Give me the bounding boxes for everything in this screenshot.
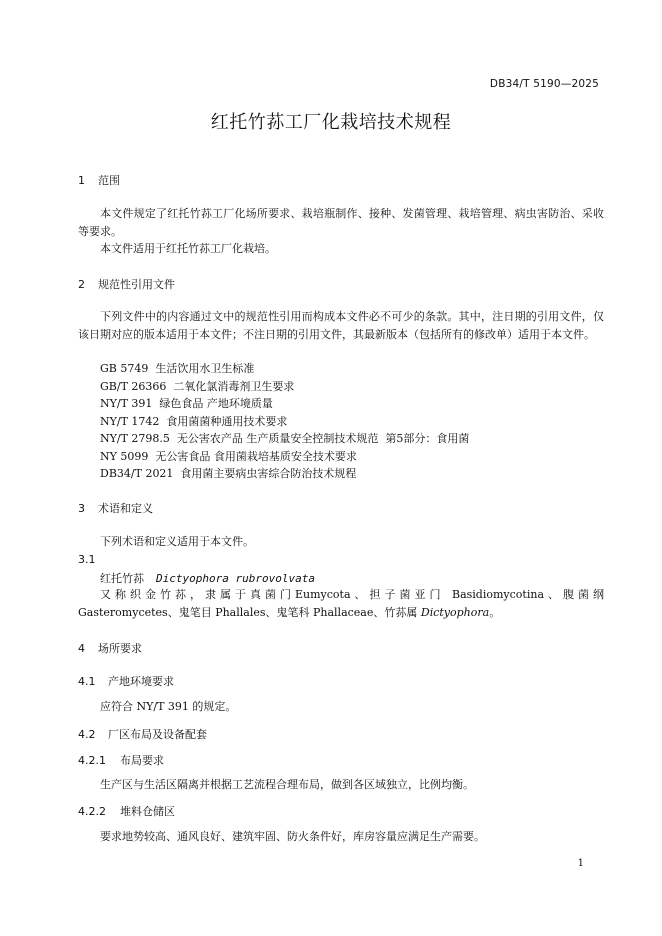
- section-4-2-heading: [78, 726, 207, 742]
- term-number: 3.1: [78, 553, 96, 566]
- section-title: 布局要求: [120, 754, 164, 767]
- reference-item: NY/T 1742 食用菌菌种通用技术要求: [100, 415, 288, 428]
- section-number: 4.2: [78, 728, 96, 741]
- section-2-heading: [78, 276, 175, 292]
- section-number: 4.1: [78, 675, 96, 688]
- section-3-paragraph-1: 下列术语和定义适用于本文件。: [100, 535, 254, 548]
- reference-item: GB 5749 生活饮用水卫生标准: [100, 362, 255, 375]
- section-4-2-1-paragraph: 生产区与生活区隔离并根据工艺流程合理布局，做到各区域独立，比例均衡。: [100, 778, 474, 791]
- section-title: 厂区布局及设备配套: [108, 728, 207, 741]
- section-4-1-heading: [78, 673, 174, 689]
- section-4-heading: [78, 640, 142, 656]
- term-entry: [100, 570, 315, 586]
- section-title: 场所要求: [98, 642, 142, 655]
- reference-item: NY 5099 无公害食品 食用菌栽培基质安全技术要求: [100, 450, 357, 463]
- definition-end: 。: [489, 605, 501, 619]
- section-number: 2: [78, 278, 85, 291]
- section-title: 产地环境要求: [108, 675, 174, 688]
- section-number: 1: [78, 174, 85, 187]
- section-1-heading: [78, 172, 120, 188]
- page-number: 1: [577, 858, 584, 869]
- section-title: 术语和定义: [98, 502, 153, 515]
- section-4-2-2-paragraph: 要求地势较高、通风良好、建筑牢固、防火条件好，库房容量应满足生产需要。: [100, 830, 485, 843]
- section-2-paragraph-1: 下列文件中的内容通过文中的规范性引用而构成本文件必不可少的条款。其中，注日期的引用文件，仅该日期对应的版本适用于本文件；不注日期的引用文件，其最新版本（包括所有的修改单）适用于本文件。: [78, 310, 604, 341]
- section-title: 规范性引用文件: [98, 278, 175, 291]
- definition-text: 又称织金竹荪，隶属于真菌门Eumycota、担子菌亚门 Basidiomycotina、腹菌纲 Gasteromycetes、鬼笔目 Phallales、鬼笔科 Phallaceae、竹荪属: [78, 588, 604, 619]
- section-3-heading: [78, 500, 153, 516]
- section-1-paragraph-1: 本文件规定了红托竹荪工厂化场所要求、栽培瓶制作、接种、发菌管理、栽培管理、病虫害防治、采收等要求。: [78, 207, 604, 238]
- reference-item: GB/T 26366 二氧化氯消毒剂卫生要求: [100, 380, 295, 393]
- section-number: 3: [78, 502, 85, 515]
- section-number: 4.2.2: [78, 805, 106, 818]
- term-chinese: 红托竹荪: [100, 572, 144, 585]
- genus-name: Dictyophora: [420, 605, 490, 619]
- section-4-2-1-heading: [78, 752, 164, 768]
- section-1-paragraph-2: 本文件适用于红托竹荪工厂化栽培。: [100, 242, 276, 255]
- document-title: 红托竹荪工厂化栽培技术规程: [210, 112, 452, 133]
- standard-code: DB34/T 5190—2025: [489, 78, 599, 90]
- term-definition: [78, 586, 604, 621]
- reference-item: DB34/T 2021 食用菌主要病虫害综合防治技术规程: [100, 467, 357, 480]
- section-title: 堆料仓储区: [120, 805, 175, 818]
- section-4-2-2-heading: [78, 803, 175, 819]
- section-title: 范围: [98, 174, 120, 187]
- term-latin: Dictyophora rubrovolvata: [156, 572, 315, 585]
- section-number: 4: [78, 642, 85, 655]
- reference-item: NY/T 391 绿色食品 产地环境质量: [100, 397, 273, 410]
- section-4-1-paragraph: 应符合 NY/T 391 的规定。: [100, 700, 237, 713]
- reference-item: NY/T 2798.5 无公害农产品 生产质量安全控制技术规范 第5部分：食用菌: [100, 432, 470, 445]
- section-number: 4.2.1: [78, 754, 106, 767]
